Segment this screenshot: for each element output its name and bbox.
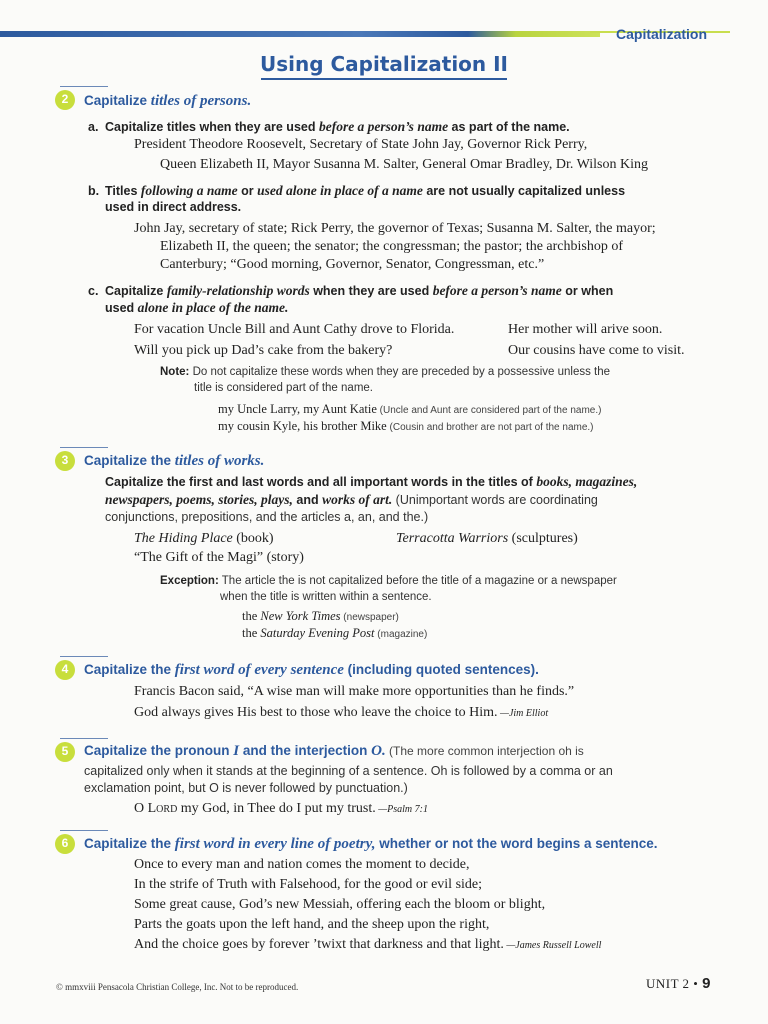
example-line: “The Gift of the Magi” (story) [134, 550, 304, 565]
rule-number-badge [54, 450, 76, 472]
rule-3-statement-cont: conjunctions, prepositions, and the articles a, an, and the.) [105, 510, 429, 524]
rule-heading: Capitalize the pronoun I and the interjection O. (The more common interjection oh is [84, 743, 584, 759]
exception-text: Exception: The article the is not capitalized before the title of a magazine or a newspaper [160, 575, 617, 587]
rule-number-badge [54, 741, 76, 763]
example-line: Our cousins have come to visit. [508, 343, 685, 358]
rule-heading: Capitalize the first word of every sentence (including quoted sentences). [84, 662, 539, 678]
rule-2b-statement-cont: used in direct address. [105, 200, 242, 214]
example-line: Her mother will arive soon. [508, 322, 663, 337]
example-line: Canterbury; “Good morning, Governor, Senator, Congressman, etc.” [160, 257, 545, 272]
page-title: Using Capitalization II [0, 52, 768, 80]
example-line: John Jay, secretary of state; Rick Perry, the governor of Texas; Susanna M. Salter, the mayor; [134, 221, 656, 236]
example-line: Elizabeth II, the queen; the senator; the congressman; the pastor; the archbishop of [160, 239, 624, 254]
example-line: Will you pick up Dad’s cake from the bakery? [134, 343, 393, 358]
poem-line: Once to every man and nation comes the moment to decide, [134, 857, 470, 872]
poem-line: Parts the goats upon the left hand, and the sheep upon the right, [134, 917, 490, 932]
decorative-rule [60, 738, 108, 739]
example-line: Queen Elizabeth II, Mayor Susanna M. Salter, General Omar Bradley, Dr. Wilson King [160, 157, 648, 172]
rule-3-statement: Capitalize the first and last words and all important words in the titles of books, magazines, [105, 474, 638, 489]
decorative-rule [60, 656, 108, 657]
example-line: Terracotta Warriors (sculptures) [396, 531, 578, 546]
rule-2a-statement: a. Capitalize titles when they are used before a person’s name as part of the name. [88, 119, 570, 134]
rule-2b-statement: b. Titles following a name or used alone in place of a name are not usually capitalized unless [88, 183, 626, 198]
decorative-rule [60, 830, 108, 831]
rule-heading: Capitalize titles of persons. [84, 93, 252, 109]
exception-text-cont: when the title is written within a sentence. [220, 591, 432, 603]
rule-2c-statement-cont: used alone in place of the name. [105, 300, 289, 315]
example-line: The Hiding Place (book) [134, 531, 274, 546]
example-line: God always gives His best to those who leave the choice to Him. —Jim Elliot [134, 705, 549, 720]
example-line: O Lord my God, in Thee do I put my trust. —Psalm 7:1 [134, 801, 428, 816]
rule-number: 3 [61, 453, 69, 467]
page-number: UNIT 2 • 9 [646, 975, 711, 992]
exception-example: the New York Times (newspaper) [242, 609, 399, 623]
rule-heading: Capitalize the titles of works. [84, 453, 265, 469]
rule-number: 5 [61, 744, 69, 758]
note-text-cont: title is considered part of the name. [194, 382, 373, 394]
rule-number: 4 [61, 662, 69, 676]
poem-line: In the strife of Truth with Falsehood, for the good or evil side; [134, 877, 483, 892]
rule-number: 2 [61, 92, 69, 106]
example-line: President Theodore Roosevelt, Secretary of State John Jay, Governor Rick Perry, [134, 137, 588, 152]
note-text: Note: Do not capitalize these words when they are preceded by a possessive unless the [160, 366, 611, 378]
poem-line: And the choice goes by forever ’twixt that darkness and that light. —James Russell Lowell [134, 937, 602, 952]
rule-number: 6 [61, 836, 69, 850]
rule-number-badge [54, 659, 76, 681]
section-tag: Capitalization [616, 26, 708, 42]
rule-5-statement-cont: capitalized only when it stands at the beginning of a sentence. Oh is followed by a comma or an [84, 764, 613, 778]
note-example: my Uncle Larry, my Aunt Katie (Uncle and Aunt are considered part of the name.) [218, 402, 602, 416]
rule-number-badge [54, 833, 76, 855]
rule-5-statement-cont: exclamation point, but O is never followed by punctuation.) [84, 781, 408, 795]
copyright-notice: © mmxviii Pensacola Christian College, Inc. Not to be reproduced. [56, 982, 299, 992]
example-line: Francis Bacon said, “A wise man will make more opportunities than he finds.” [134, 684, 575, 699]
example-line: For vacation Uncle Bill and Aunt Cathy drove to Florida. [134, 322, 455, 337]
poem-line: Some great cause, God’s new Messiah, offering each the bloom or blight, [134, 897, 546, 912]
rule-3-statement-cont: newspapers, poems, stories, plays, and works of art. (Unimportant words are coordinating [105, 492, 598, 507]
decorative-rule [60, 447, 108, 448]
note-example: my cousin Kyle, his brother Mike (Cousin and brother are not part of the name.) [218, 419, 594, 433]
rule-number-badge [54, 89, 76, 111]
rule-2c-statement: c. Capitalize family-relationship words when they are used before a person’s name or when [88, 283, 614, 298]
decorative-rule [60, 86, 108, 87]
exception-example: the Saturday Evening Post (magazine) [242, 626, 428, 640]
header-color-bar [0, 31, 600, 37]
rule-heading: Capitalize the first word in every line of poetry, whether or not the word begins a sentence. [84, 836, 658, 852]
